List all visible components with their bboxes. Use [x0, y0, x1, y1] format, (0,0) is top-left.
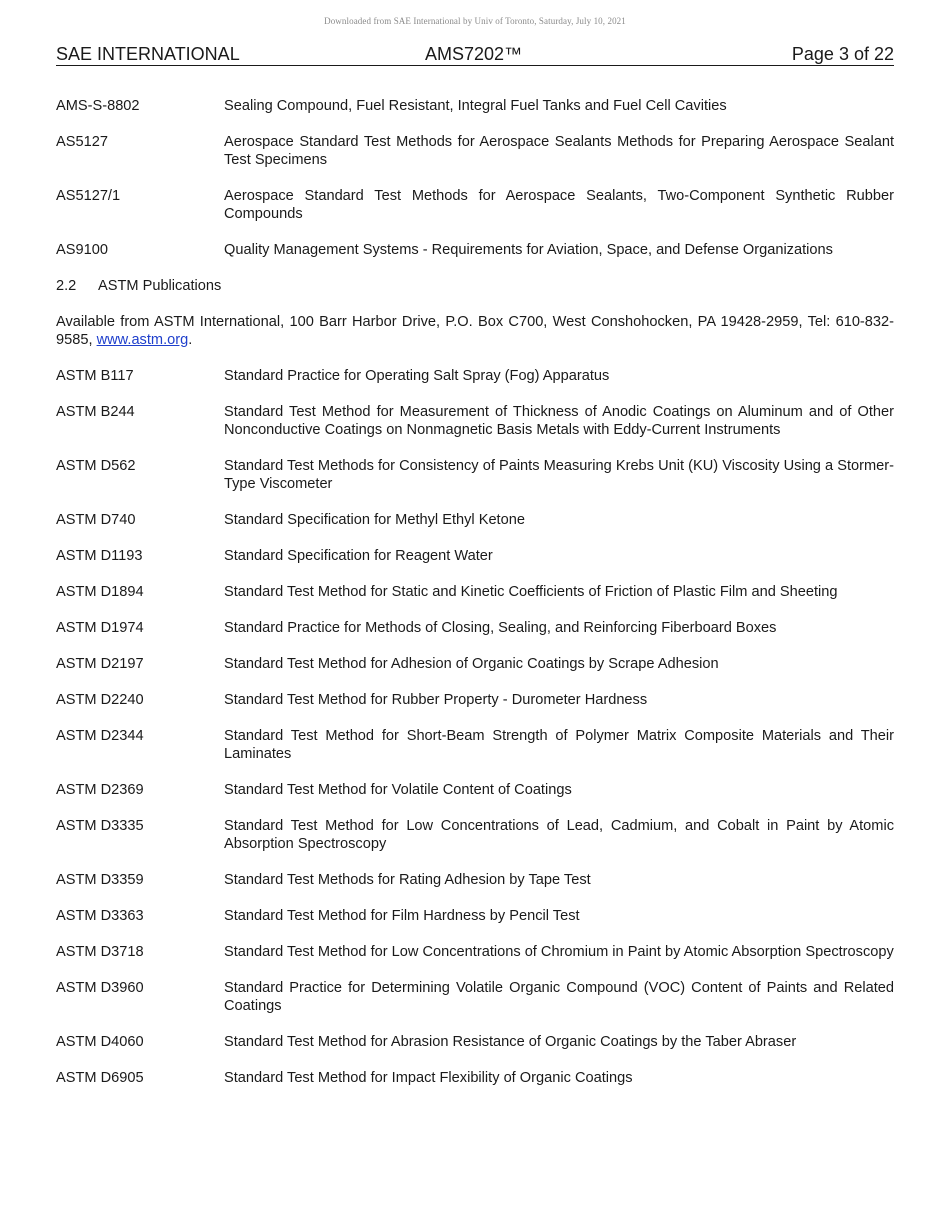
reference-code: ASTM D6905	[56, 1070, 144, 1086]
reference-row	[56, 907, 894, 925]
reference-code: AS5127	[56, 134, 108, 150]
reference-row	[56, 403, 894, 439]
reference-title: Standard Test Method for Low Concentrations of Chromium in Paint by Atomic Absorption Spectroscopy	[224, 944, 894, 960]
section-number: 2.2	[56, 278, 77, 294]
reference-code: ASTM D1193	[56, 548, 143, 564]
reference-title: Standard Test Method for Adhesion of Organic Coatings by Scrape Adhesion	[224, 656, 719, 672]
reference-title: Standard Test Method for Static and Kinetic Coefficients of Friction of Plastic Film and Sheeting	[224, 584, 838, 600]
reference-code: AS5127/1	[56, 188, 121, 204]
reference-title: Sealing Compound, Fuel Resistant, Integral Fuel Tanks and Fuel Cell Cavities	[224, 98, 727, 114]
download-watermark: Downloaded from SAE International by Univ of Toronto, Saturday, July 10, 2021	[324, 16, 626, 26]
reference-title: Standard Test Methods for Rating Adhesion by Tape Test	[224, 872, 591, 888]
reference-row	[56, 241, 894, 259]
page-header	[56, 44, 894, 66]
reference-code: ASTM D2197	[56, 656, 144, 672]
reference-code: AMS-S-8802	[56, 98, 140, 114]
reference-row	[56, 727, 894, 763]
reference-code: ASTM D3718	[56, 944, 144, 960]
reference-title: Aerospace Standard Test Methods for Aerospace Sealants Methods for Preparing Aerospace Sealant Test Specimens	[224, 134, 894, 168]
reference-title: Standard Practice for Determining Volatile Organic Compound (VOC) Content of Paints and Related Coatings	[224, 980, 894, 1014]
reference-code: ASTM D3335	[56, 818, 144, 834]
header-page-number: Page 3 of 22	[791, 44, 894, 64]
reference-title: Standard Test Method for Short-Beam Strength of Polymer Matrix Composite Materials and Their Laminates	[224, 728, 894, 762]
reference-row	[56, 1069, 894, 1087]
reference-row	[56, 133, 894, 169]
reference-row	[56, 583, 894, 601]
reference-row	[56, 655, 894, 673]
reference-row	[56, 781, 894, 799]
reference-row	[56, 457, 894, 493]
reference-title: Standard Test Methods for Consistency of Paints Measuring Krebs Unit (KU) Viscosity Using a Stormer-Type Viscometer	[224, 458, 894, 492]
reference-code: ASTM D3359	[56, 872, 144, 888]
reference-title: Standard Test Method for Low Concentrations of Lead, Cadmium, and Cobalt in Paint by Atomic Absorption Spectroscopy	[224, 818, 894, 852]
reference-title: Standard Test Method for Film Hardness by Pencil Test	[224, 908, 580, 924]
section-heading	[56, 277, 894, 295]
reference-code: ASTM D4060	[56, 1034, 144, 1050]
reference-code: ASTM D1894	[56, 584, 144, 600]
astm-references-list	[56, 367, 894, 1087]
sae-references-list	[56, 97, 894, 259]
reference-row	[56, 547, 894, 565]
reference-title: Standard Specification for Methyl Ethyl Ketone	[224, 512, 525, 528]
reference-code: ASTM D2369	[56, 782, 144, 798]
reference-code: ASTM D740	[56, 512, 136, 528]
reference-row	[56, 97, 894, 115]
reference-code: ASTM D1974	[56, 620, 144, 636]
reference-code: ASTM D3363	[56, 908, 144, 924]
reference-code: ASTM B244	[56, 404, 135, 420]
reference-row	[56, 619, 894, 637]
header-organization: SAE INTERNATIONAL	[56, 44, 240, 64]
availability-text: Available from ASTM International, 100 Barr Harbor Drive, P.O. Box C700, West Conshohocken, PA 19428-2959, Tel: 610-832-9585,	[56, 314, 894, 348]
header-document-id: AMS7202™	[425, 44, 523, 64]
availability-period: .	[188, 332, 193, 348]
reference-code: AS9100	[56, 242, 108, 258]
reference-title: Standard Test Method for Abrasion Resistance of Organic Coatings by the Taber Abraser	[224, 1034, 797, 1050]
reference-row	[56, 187, 894, 223]
reference-title: Standard Specification for Reagent Water	[224, 548, 493, 564]
reference-title: Standard Test Method for Measurement of Thickness of Anodic Coatings on Aluminum and of Other Nonconductive Coatings on Nonmagnetic Basis Metals with Eddy-Current Instruments	[224, 404, 894, 438]
section-title: ASTM Publications	[98, 278, 222, 294]
reference-row	[56, 979, 894, 1015]
reference-row	[56, 817, 894, 853]
reference-code: ASTM D2240	[56, 692, 144, 708]
reference-title: Quality Management Systems - Requirements for Aviation, Space, and Defense Organizations	[224, 242, 833, 258]
reference-title: Aerospace Standard Test Methods for Aerospace Sealants, Two-Component Synthetic Rubber Compounds	[224, 188, 894, 222]
reference-title: Standard Test Method for Impact Flexibility of Organic Coatings	[224, 1070, 633, 1086]
reference-code: ASTM D562	[56, 458, 136, 474]
reference-row	[56, 691, 894, 709]
reference-code: ASTM D2344	[56, 728, 144, 744]
document-body	[56, 97, 894, 1105]
reference-code: ASTM D3960	[56, 980, 144, 996]
astm-website-link[interactable]: www.astm.org	[96, 332, 189, 348]
reference-title: Standard Test Method for Volatile Content of Coatings	[224, 782, 572, 798]
reference-title: Standard Practice for Operating Salt Spray (Fog) Apparatus	[224, 368, 610, 384]
reference-row	[56, 511, 894, 529]
reference-row	[56, 367, 894, 385]
reference-row	[56, 1033, 894, 1051]
reference-title: Standard Test Method for Rubber Property - Durometer Hardness	[224, 692, 648, 708]
reference-code: ASTM B117	[56, 368, 134, 384]
reference-row	[56, 943, 894, 961]
availability-paragraph	[56, 313, 894, 349]
reference-row	[56, 871, 894, 889]
reference-title: Standard Practice for Methods of Closing, Sealing, and Reinforcing Fiberboard Boxes	[224, 620, 777, 636]
